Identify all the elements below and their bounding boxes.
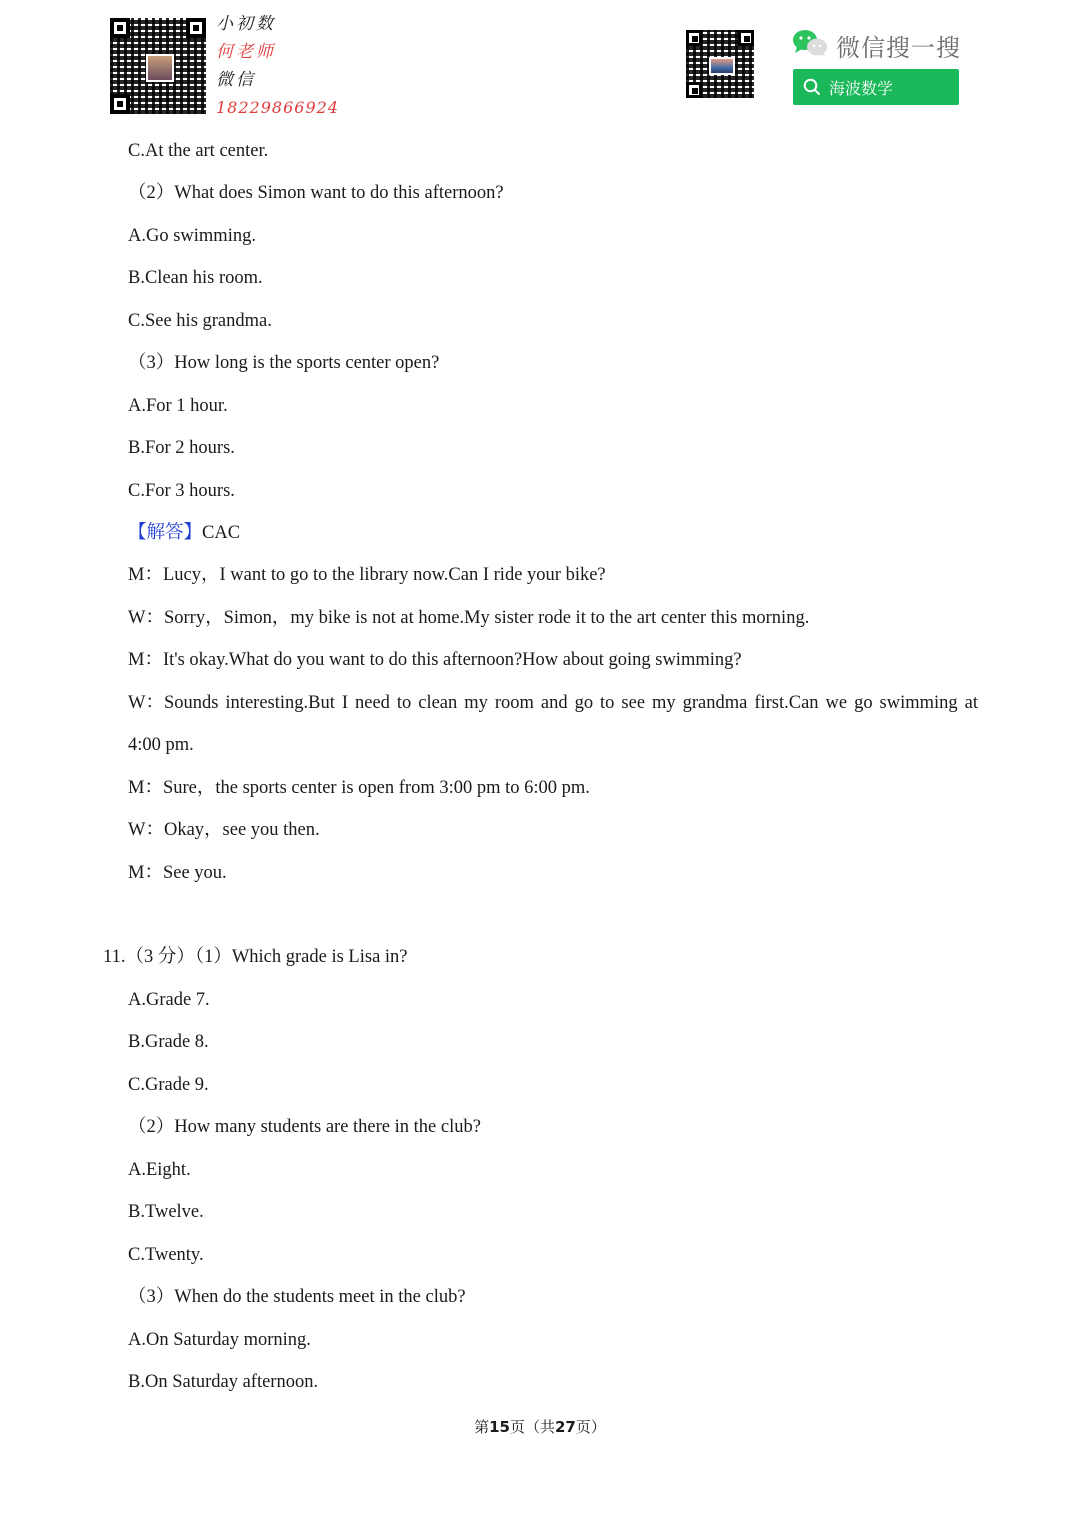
word: and	[540, 693, 568, 713]
dialogue-line: W：Sorry，Simon，my bike is not at home.My sister rode it to the art center this morning.	[128, 608, 810, 628]
question-heading: 11.（3 分）（1）Which grade is Lisa in?	[103, 947, 408, 967]
dialogue-line-justified	[128, 691, 978, 715]
option-line: B.Grade 8.	[128, 1032, 209, 1052]
option-line: A.For 1 hour.	[128, 396, 228, 416]
word: interesting.But	[225, 693, 335, 713]
question-line: （2）What does Simon want to do this afternoon?	[128, 183, 504, 203]
option-line: B.On Saturday afternoon.	[128, 1372, 319, 1392]
option-line: B.Clean his room.	[128, 268, 263, 288]
page-total: 27	[555, 1418, 576, 1436]
dialogue-line: M：Lucy，I want to go to the library now.Can I ride your bike?	[128, 565, 606, 585]
word: we	[825, 693, 848, 713]
page-header	[0, 0, 1080, 125]
question-line: （3）How long is the sports center open?	[128, 353, 440, 373]
question-line: （3）When do the students meet in the club?	[128, 1287, 466, 1307]
footer-suffix: 页）	[575, 1418, 606, 1436]
avatar	[146, 54, 174, 82]
word: need	[354, 693, 390, 713]
dialogue-line: M：It's okay.What do you want to do this afternoon?How about going swimming?	[128, 650, 742, 670]
option-line: A.Go swimming.	[128, 226, 256, 246]
wechat-search-title: 微信搜一搜	[836, 34, 961, 62]
word: my	[652, 693, 676, 713]
wechat-icon	[792, 29, 828, 57]
footer-prefix: 第	[474, 1418, 490, 1436]
word: first.Can	[754, 693, 819, 713]
option-line: B.For 2 hours.	[128, 438, 235, 458]
word: my	[464, 693, 488, 713]
dialogue-line: 4:00 pm.	[128, 735, 194, 755]
search-button[interactable]	[793, 69, 959, 105]
word: see	[621, 693, 646, 713]
contact-phone: 18229866924	[216, 98, 339, 117]
option-line: A.On Saturday morning.	[128, 1330, 311, 1350]
word: to	[600, 693, 615, 713]
option-line: C.See his grandma.	[128, 311, 272, 331]
qr-code-right	[686, 30, 754, 98]
question-line: （2）How many students are there in the club?	[128, 1117, 481, 1137]
option-line: C.For 3 hours.	[128, 481, 235, 501]
word: swimming	[879, 693, 958, 713]
word: room	[494, 693, 534, 713]
option-line: A.Grade 7.	[128, 990, 210, 1010]
option-line: C.Grade 9.	[128, 1075, 209, 1095]
word: W：Sounds	[128, 693, 219, 713]
option-line: B.Twelve.	[128, 1202, 204, 1222]
contact-line-3: 微信	[216, 70, 256, 90]
dialogue-line: M：Sure，the sports center is open from 3:00 pm to 6:00 pm.	[128, 778, 590, 798]
page-number: 15	[489, 1418, 510, 1436]
word: clean	[418, 693, 458, 713]
qr-code-left	[110, 18, 206, 114]
word: grandma	[682, 693, 748, 713]
contact-line-2: 何老师	[216, 42, 276, 62]
word: I	[341, 693, 349, 713]
search-label: 海波数学	[829, 78, 894, 98]
answer-label: 【解答】	[128, 522, 203, 543]
footer-mid: 页（共	[509, 1418, 555, 1436]
word: to	[396, 693, 412, 713]
dialogue-line: M：See you.	[128, 863, 227, 883]
dialogue-line: W：Okay，see you then.	[128, 820, 320, 840]
word: at	[964, 693, 978, 713]
option-line: C.Twenty.	[128, 1245, 204, 1265]
search-icon	[803, 78, 821, 96]
answer-line	[128, 521, 240, 545]
contact-line-1: 小初数	[216, 14, 276, 34]
option-line: A.Eight.	[128, 1160, 191, 1180]
page-footer	[0, 1416, 1080, 1437]
word: go	[854, 693, 873, 713]
option-line: C.At the art center.	[128, 141, 269, 161]
answer-value: CAC	[202, 523, 241, 543]
contact-info	[216, 10, 339, 122]
word: go	[574, 693, 594, 713]
